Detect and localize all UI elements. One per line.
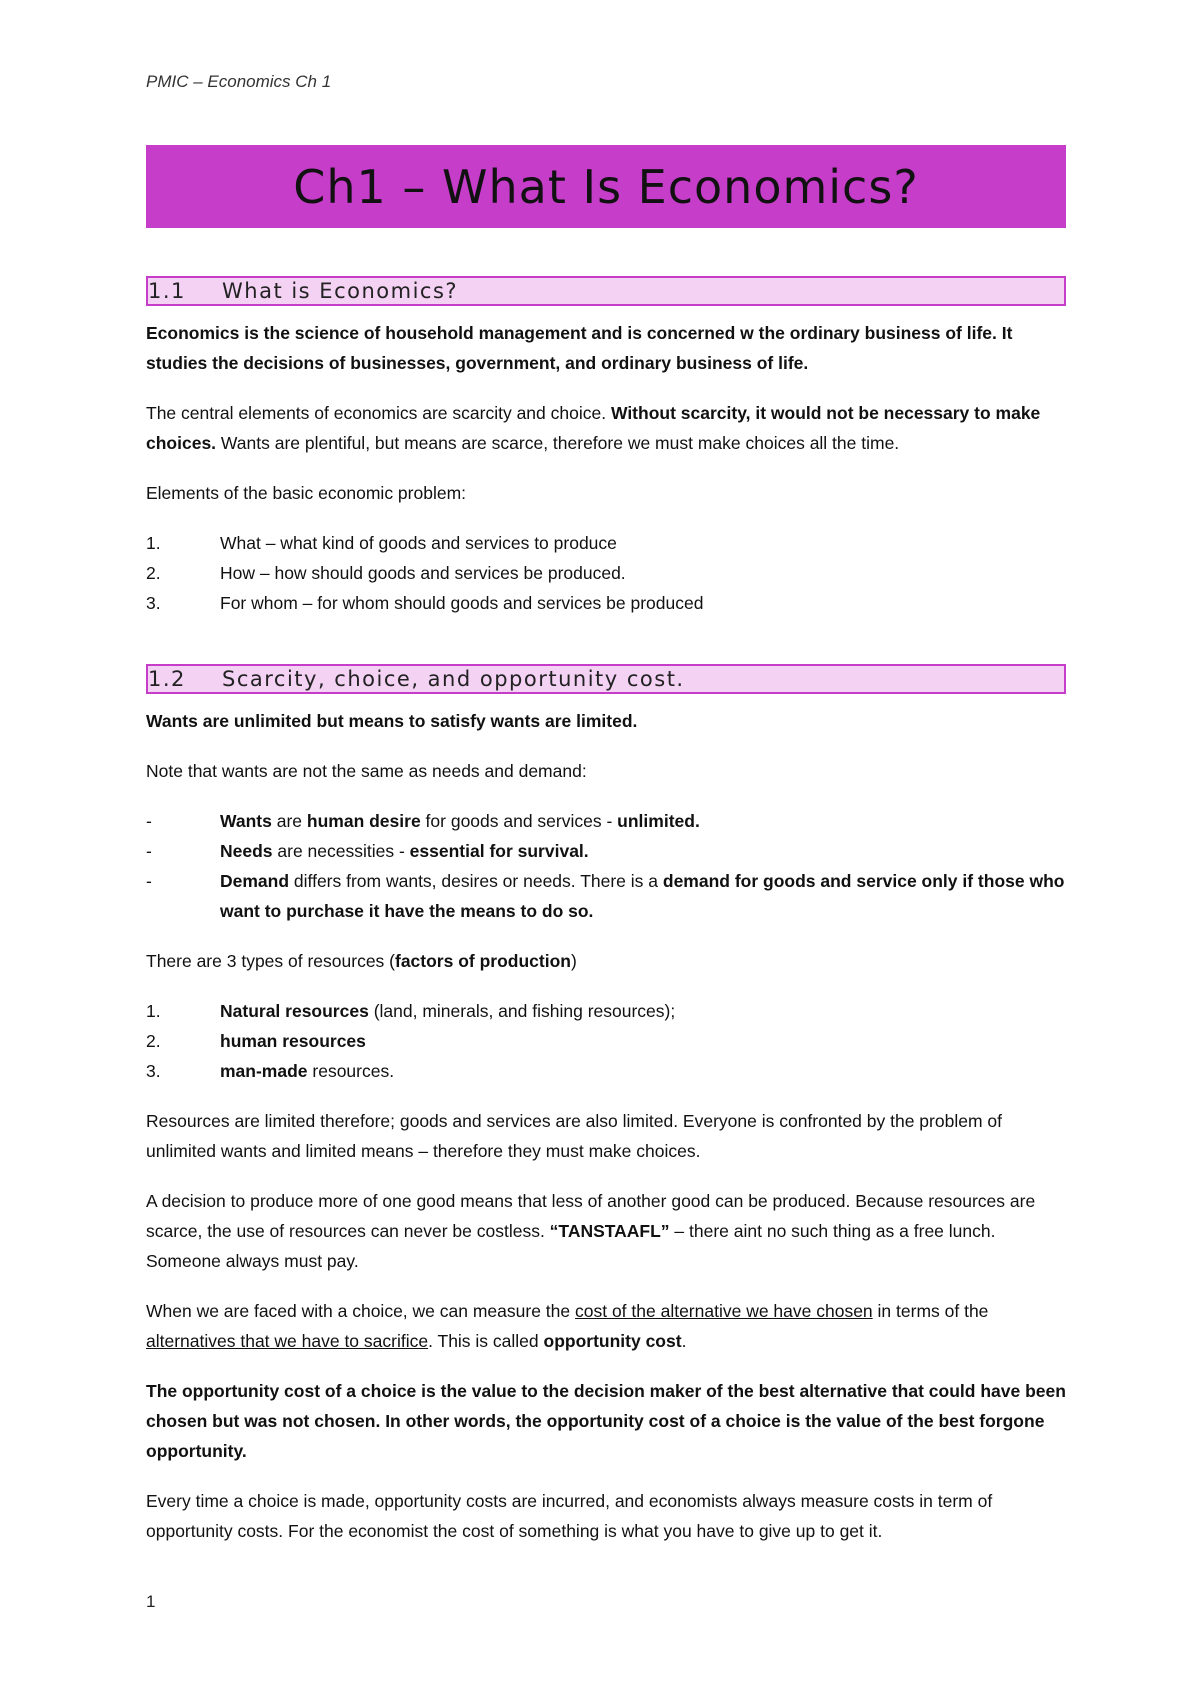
list-marker: -	[146, 811, 152, 831]
list-item-text	[220, 806, 700, 836]
paragraph	[146, 706, 1066, 736]
list-item	[146, 558, 1066, 588]
chapter-title: Ch1 – What Is Economics?	[293, 159, 919, 214]
list-marker: 3.	[146, 1061, 161, 1081]
paragraph	[146, 1376, 1066, 1466]
list-item	[146, 1056, 1066, 1086]
list-item-text: For whom – for whom should goods and services be produced	[220, 593, 704, 613]
document-body	[146, 276, 1066, 1566]
list-marker: 3.	[146, 593, 161, 613]
list-marker: 1.	[146, 533, 161, 553]
bold-text: Natural resources	[220, 1001, 369, 1021]
list-item-text	[220, 1026, 366, 1056]
paragraph: Resources are limited therefore; goods and services are also limited. Everyone is confronted by the problem of unlimited wants and limited means – therefore they must make choices.	[146, 1111, 1002, 1161]
text-run: .	[681, 1331, 687, 1351]
text-run: )	[570, 951, 577, 971]
text-run: are necessities -	[272, 841, 410, 861]
bold-text: man-made	[220, 1061, 308, 1081]
numbered-list	[146, 528, 1066, 618]
underlined-text: alternatives that we have to sacrifice	[146, 1331, 429, 1351]
section-title: Scarcity, choice, and opportunity cost.	[222, 667, 685, 691]
section-heading-1-2	[146, 664, 1066, 694]
text-run: in terms of the	[872, 1301, 989, 1321]
text-run: A decision to produce more of one good means that less of another good can be produced. Because resources are scarce, the use of resources can never be costless.	[146, 1191, 1036, 1241]
list-item	[146, 1026, 1066, 1056]
bold-text: human resources	[220, 1031, 366, 1051]
list-marker: -	[146, 841, 152, 861]
chapter-title-banner	[146, 145, 1066, 228]
list-marker: 2.	[146, 563, 161, 583]
numbered-list	[146, 996, 1066, 1086]
list-item	[146, 528, 1066, 558]
section-heading-1-1	[146, 276, 1066, 306]
text-run: The central elements of economics are scarcity and choice.	[146, 403, 611, 423]
text-run: Wants are plentiful, but means are scarce, therefore we must make choices all the time.	[216, 433, 900, 453]
paragraph	[146, 318, 1066, 378]
text-run: resources.	[307, 1061, 395, 1081]
text-run: When we are faced with a choice, we can measure the	[146, 1301, 575, 1321]
list-item-text	[220, 996, 675, 1026]
text-run: differs from wants, desires or needs. There is a	[289, 871, 663, 891]
bold-text: Without scarcity, it would not be necessary to make choices.	[146, 403, 1041, 453]
paragraph: Elements of the basic economic problem:	[146, 483, 467, 503]
paragraph	[146, 1296, 1066, 1356]
bold-text: unlimited.	[617, 811, 700, 831]
list-item-text	[220, 1056, 394, 1086]
section-number: 1.2	[148, 667, 186, 691]
list-item	[146, 836, 1066, 866]
text-run: (land, minerals, and fishing resources);	[368, 1001, 676, 1021]
bold-text: Wants are unlimited but means to satisfy wants are limited.	[146, 711, 638, 731]
bold-text: essential for survival.	[409, 841, 589, 861]
spacer	[146, 638, 1066, 664]
list-marker: -	[146, 871, 152, 891]
list-marker: 1.	[146, 1001, 161, 1021]
list-item-text: What – what kind of goods and services to produce	[220, 533, 617, 553]
bold-text: Economics is the science of household management and is concerned w the ordinary business of life. It studies the decisions of businesses, government, and ordinary business of life.	[146, 323, 1013, 373]
list-item-text: How – how should goods and services be produced.	[220, 563, 626, 583]
paragraph: Note that wants are not the same as needs and demand:	[146, 761, 587, 781]
paragraph	[146, 946, 1066, 976]
running-header: PMIC – Economics Ch 1	[146, 72, 332, 91]
text-run: . This is called	[428, 1331, 544, 1351]
text-run: There are 3 types of resources (	[146, 951, 395, 971]
section-number: 1.1	[148, 279, 186, 303]
list-item	[146, 806, 1066, 836]
text-run: are	[271, 811, 307, 831]
bold-text: Needs	[220, 841, 273, 861]
bold-text: “TANSTAAFL”	[549, 1221, 670, 1241]
bold-text: human desire	[306, 811, 421, 831]
bold-text: Demand	[220, 871, 290, 891]
section-title: What is Economics?	[222, 279, 459, 303]
list-item	[146, 866, 1066, 926]
bold-text: Wants	[220, 811, 272, 831]
bold-text: opportunity cost	[543, 1331, 682, 1351]
bold-text: factors of production	[395, 951, 571, 971]
list-marker: 2.	[146, 1031, 161, 1051]
list-item	[146, 588, 1066, 618]
bold-text: The opportunity cost of a choice is the value to the decision maker of the best alternative that could have been chosen but was not chosen. In other words, the opportunity cost of a choice is the value of the best forgone opportunity.	[146, 1381, 1066, 1461]
text-run: for goods and services -	[420, 811, 618, 831]
page-number: 1	[146, 1592, 156, 1611]
bullet-list	[146, 806, 1066, 926]
list-item-text	[220, 836, 589, 866]
list-item-text	[220, 866, 1066, 926]
underlined-text: cost of the alternative we have chosen	[574, 1301, 873, 1321]
text-run: – there aint no such thing as a free lunch. Someone always must pay.	[146, 1221, 996, 1271]
paragraph	[146, 398, 1066, 458]
list-item	[146, 996, 1066, 1026]
bold-text: demand for goods and service only if those who want to purchase it have the means to do so.	[220, 871, 1065, 921]
paragraph: Every time a choice is made, opportunity costs are incurred, and economists always measure costs in term of opportunity costs. For the economist the cost of something is what you have to give up to get it.	[146, 1491, 993, 1541]
paragraph	[146, 1186, 1066, 1276]
